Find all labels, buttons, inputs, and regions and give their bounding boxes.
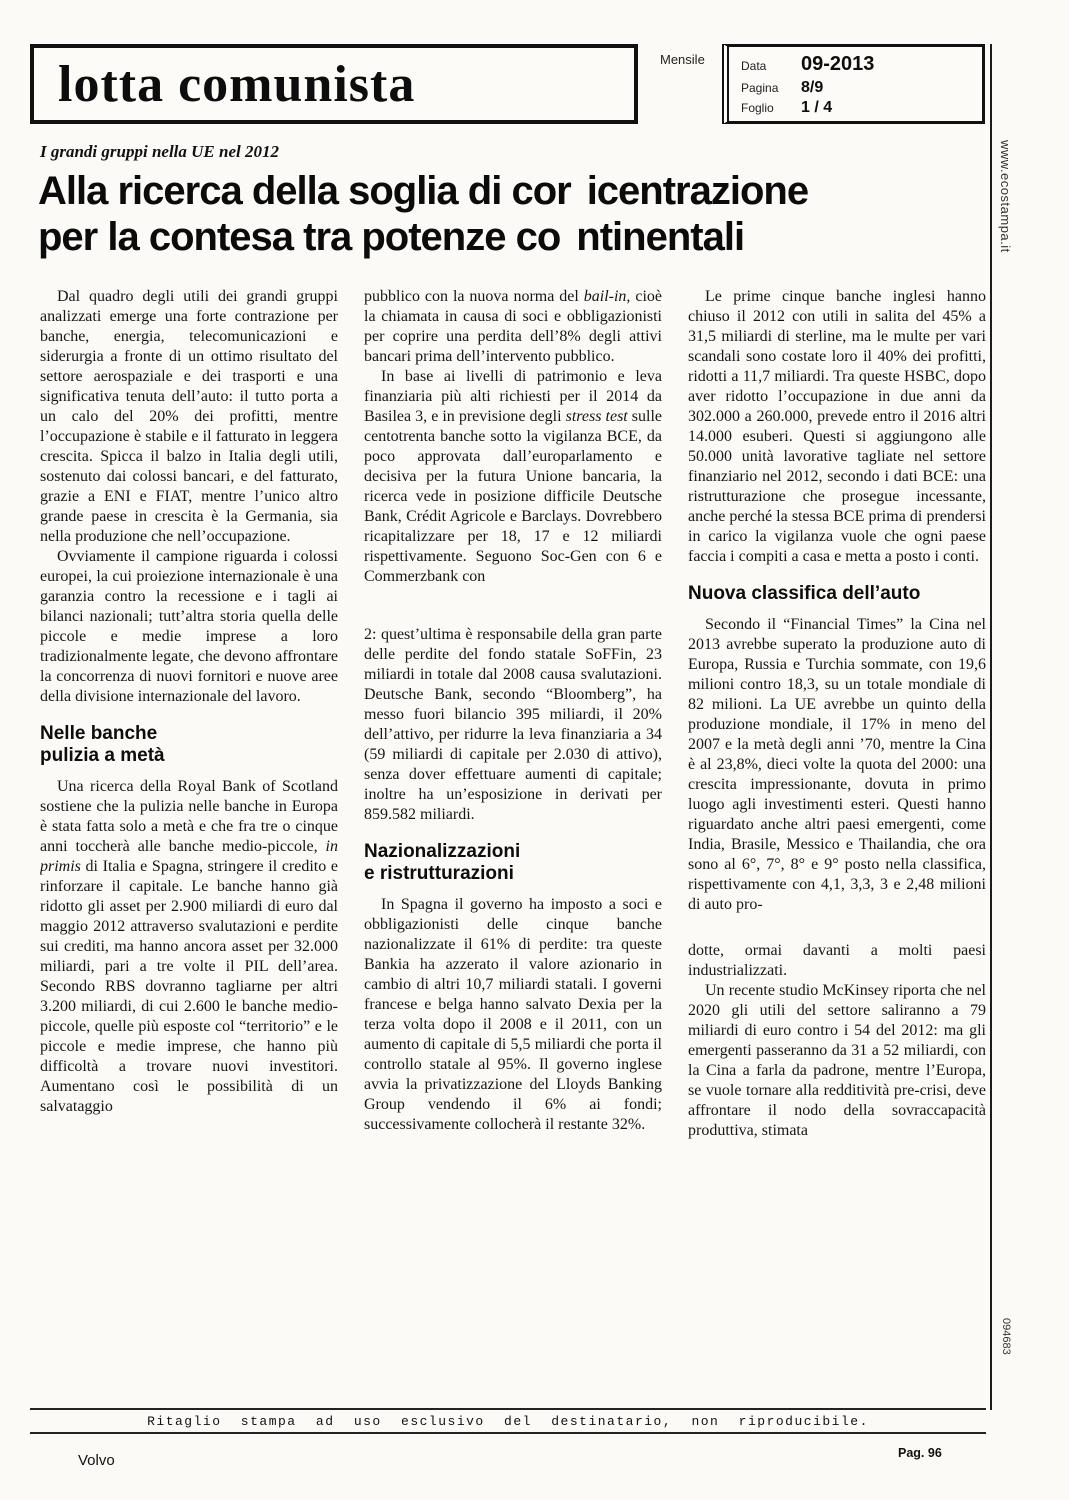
headline-line-1 xyxy=(38,168,958,214)
article-paragraph: Le prime cinque banche inglesi hanno chiuso il 2012 con utili in salita del 45% a 31,5 miliardi di sterline, ma le multe per vari scandali sono costate loro il 40% dei profitti, ridotti a 11,7 miliardi. Tra queste HSBC, dopo aver ridotto l’occupazione in due anni da 302.000 a 260.000, prevede entro il 2016 altri 14.000 esuberi. Questi si aggiungono alle 50.000 unità lavorative tagliate nel settore finanziario nel 2012, secondo i dati BCE: una ristrutturazione che prosegue incessante, anche perché la stessa BCE prima di prendersi in carico la vigilanza vuole che ogni paese faccia i compiti a casa e metta a posto i conti. xyxy=(688,288,986,565)
section-heading: Nuova classifica dell’auto xyxy=(688,583,921,604)
ritaglio-text: Ritaglio stampa ad uso esclusivo del destinatario, non riproducibile. xyxy=(147,1414,869,1429)
column-gap xyxy=(364,587,662,625)
brand-label: Volvo xyxy=(78,1452,115,1469)
frequency-label: Mensile xyxy=(660,52,705,67)
section-heading: Nelle banche pulizia a metà xyxy=(40,723,165,766)
article-paragraph: Ovviamente il campione riguarda i colossi europei, la cui proiezione internazionale è una garanzia contro la recessione e i tagli ai bilanci nazionali; tutt’altra storia quella delle piccole e medie imprese a loro tradizionalmente legate, che devono affrontare la concorrenza di nuovi fornitori e nuove aree della divisione internazionale del lavoro. xyxy=(40,548,338,705)
masthead-box xyxy=(30,44,638,124)
data-value: 09-2013 xyxy=(801,53,875,75)
article-paragraph: Un recente studio McKinsey riporta che nel 2020 gli utili del settore saliranno a 79 miliardi di euro contro i 54 del 2012: ma gli emergenti passeranno da 31 a 52 miliardi, con la Cina a farla da padrone, mentre l’Europa, se vuole tornare alla redditività pre-crisi, deve affrontare il nodo della sovraccapacità produttiva, stimata xyxy=(688,981,986,1139)
info-row-foglio xyxy=(741,99,972,117)
right-border-rule xyxy=(990,44,992,1410)
pagina-value: 8/9 xyxy=(801,78,824,96)
article-body xyxy=(40,287,986,1405)
article-column-1 xyxy=(40,287,338,1405)
clipping-code: 094683 xyxy=(1000,1318,1012,1355)
pagina-label: Pagina xyxy=(741,80,779,95)
foglio-value: 1 / 4 xyxy=(801,99,833,116)
article-paragraph: Una ricerca della Royal Bank of Scotland sostiene che la pulizia nelle banche in Europa è stata fatta solo a metà e che fra tre o cinque anni toccherà alle banche medio-piccole, in primis di Italia e Spagna, stringere il credito e rinforzare il capitale. Le banche hanno già ridotto gli asset per 2.900 miliardi di euro dal maggio 2012 attraverso svalutazioni e perdite sui crediti, ma hanno ancora asset per 32.000 miliardi, pari a tre volte il PIL dell’area. Secondo RBS dovranno tagliarne per altri 3.200 miliardi, di cui 2.600 le banche medio-piccole, quelle più esposte col “territorio” e le piccole e medie imprese, che hanno più difficoltà a trovare nuovi investitori. Aumentano così le possibilità di un salvataggio xyxy=(40,777,338,1115)
headline-fragment: Alla ricerca della soglia di cor xyxy=(38,169,571,213)
headline-fragment: ntinentali xyxy=(576,215,745,259)
kicker: I grandi gruppi nella UE nel 2012 xyxy=(40,142,279,161)
foglio-label: Foglio xyxy=(741,101,774,115)
clipping-info-box xyxy=(722,44,985,124)
ritaglio-strip xyxy=(30,1408,986,1434)
masthead-title: lotta comunista xyxy=(58,55,416,113)
article-paragraph: In Spagna il governo ha imposto a soci e obbligazionisti delle cinque banche nazionalizzate il 61% di perdite: tra queste Bankia ha azzerato il valore azionario in cambio di altri 10,7 miliardi statali. I governi francese e belga hanno salvato Dexia per la terza volta dopo il 2008 e il 2011, con un aumento di capitale di 5,5 miliardi che porta il controllo statale al 95%. Il governo inglese avvia la privatizzazione del Lloyds Banking Group vendendo il 6% ai fondi; successivamente collocherà il restante 32%. xyxy=(364,895,662,1133)
article-paragraph: 2: quest’ultima è responsabile della gran parte delle perdite del fondo statale SoFFin, 23 miliardi in totale dal 2008 causa svalutazioni. Deutsche Bank, secondo “Bloomberg”, ha messo fuori bilancio 395 miliardi, il 20% dell’attivo, per ridurre la leva finanziaria a 34 (59 miliardi di capitale per 2.030 di attivo), senza dover effettuare aumenti di capitale; inoltre ha un’esposizione in derivati per 859.582 miliardi. xyxy=(364,626,662,823)
headline xyxy=(38,168,958,260)
article-paragraph: dotte, ormai davanti a molti paesi industrializzati. xyxy=(688,941,986,979)
article-column-2 xyxy=(364,287,662,1405)
column-gap xyxy=(688,915,986,941)
headline-line-2 xyxy=(38,214,958,260)
article-paragraph: pubblico con la nuova norma del bail-in, cioè la chiamata in causa di soci e obbligazionisti per coprire una perdita dell’8% degli attivi bancari prima dell’intervento pubblico. xyxy=(364,288,662,365)
info-row-data xyxy=(741,53,972,76)
article-paragraph: Secondo il “Financial Times” la Cina nel 2013 avrebbe superato la produzione auto di Europa, Russia e Turchia sommate, con 19,6 milioni contro 18,3, su un totale mondiale di 82 milioni. La UE avrebbe un quinto della produzione mondiale, il 17% in meno del 2007 e la metà degli anni ’70, mentre la Cina è al 23,8%, dieci volte la quota del 2000: una crescita impressionante, dovuta in primo luogo agli investimenti esteri. Questi hanno riguardato anche altri paesi emergenti, come India, Brasile, Messico e Thailandia, che ora sono al 6°, 7°, 8° e 9° posto nella classifica, rispettivamente con 4,1, 3,3, 3 e 2,48 milioni di auto pro- xyxy=(688,615,986,913)
article-column-3 xyxy=(688,287,986,1405)
data-label: Data xyxy=(741,59,767,73)
ecostampa-url: www.ecostampa.it xyxy=(998,140,1013,253)
headline-fragment: per la contesa tra potenze co xyxy=(38,215,561,259)
article-paragraph: Dal quadro degli utili dei grandi gruppi analizzati emerge una forte contrazione per banche, energia, telecomunicazioni e siderurgia a fronte di un ottimo risultato del settore aerospaziale e dei trasporti e una significativa tenuta dell’auto: il tutto porta a un calo del 20% dei profitti, mentre l’occupazione è stabile e il fatturato in leggera crescita. Spicca il balzo in Italia degli utili, sostenuto dai colossi bancari, e del fatturato, grazie a ENI e FIAT, mentre l’unico altro grande paese in crescita è la Germania, sia nella produzione che nell’occupazione. xyxy=(40,288,338,545)
headline-fragment: icentrazione xyxy=(586,169,809,213)
page-number: Pag. 96 xyxy=(898,1446,942,1460)
section-heading: Nazionalizzazioni e ristrutturazioni xyxy=(364,841,521,884)
info-row-pagina xyxy=(741,79,972,97)
article-paragraph: In base ai livelli di patrimonio e leva finanziaria più alti richiesti per il 2014 da Basilea 3, e in previsione degli stress test sulle centotrenta banche sotto la vigilanza BCE, da poco approvata dall’europarlamento e decisiva per la futura Unione bancaria, la ricerca vede in posizione difficile Deutsche Bank, Crédit Agricole e Barclays. Dovrebbero ricapitalizzare per 18, 17 e 12 miliardi rispettivamente. Seguono Soc-Gen con 6 e Commerzbank con xyxy=(364,368,663,585)
